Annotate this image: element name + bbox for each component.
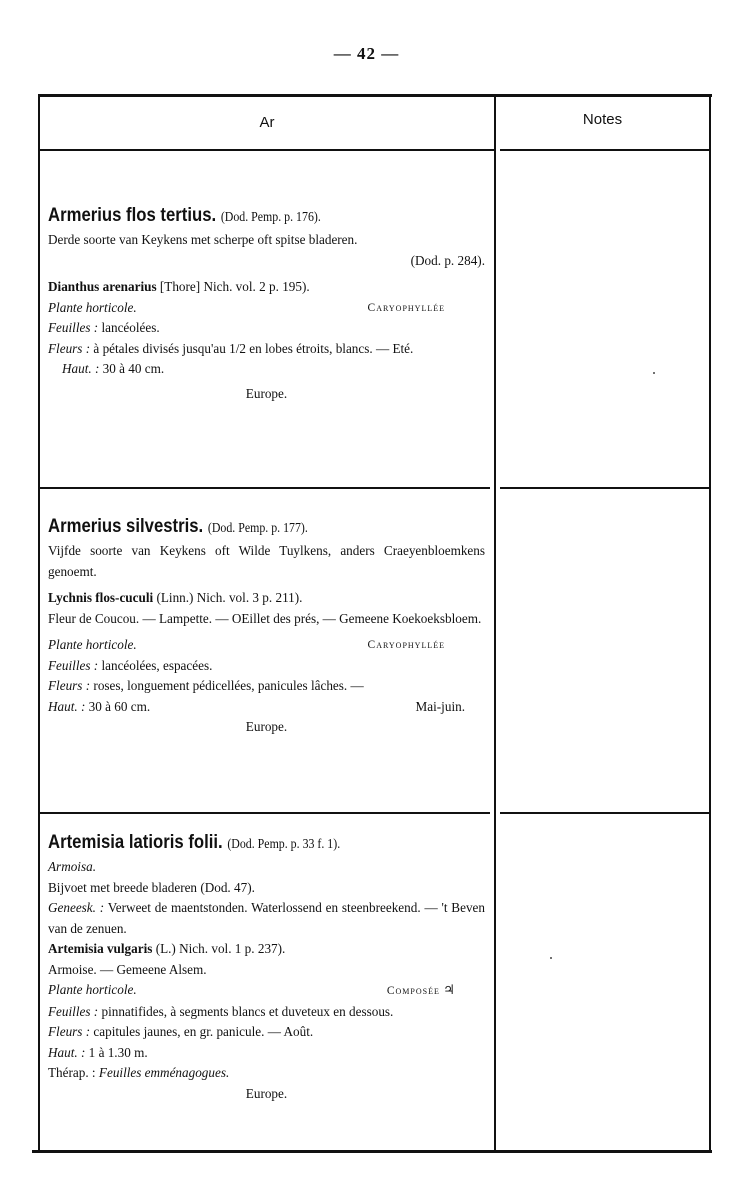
- plant-type: Plante horticole.: [48, 637, 137, 652]
- height-label: Haut. :: [48, 698, 86, 714]
- column-divider: [494, 95, 496, 1153]
- flemish-description: Vijfde soorte van Keykens oft Wilde Tuylkens, anders Craeyenbloemkens genoemt.: [48, 543, 485, 579]
- height-season-row: [48, 697, 485, 718]
- synonym-name: Artemisia vulgaris: [48, 941, 153, 956]
- region: Europe.: [245, 719, 288, 734]
- flemish-reference: (Dod. p. 284).: [410, 252, 485, 268]
- header-rule-right: [500, 149, 709, 151]
- entry-title: Armerius silvestris.: [48, 516, 204, 537]
- season: Mai-juin.: [415, 698, 465, 714]
- entry-title: Artemisia latioris folii.: [48, 832, 223, 853]
- height-text: 1 à 1.30 m.: [85, 1044, 148, 1060]
- flowers-line: [48, 339, 485, 360]
- flowers-text: capitules jaunes, en gr. panicule. — Août.: [90, 1024, 314, 1039]
- leaves-label: Feuilles :: [48, 657, 99, 673]
- type-family-row: [48, 635, 485, 656]
- table-top-rule: [38, 94, 712, 97]
- entry-separator-left: [40, 487, 490, 489]
- medicinal-line: [48, 898, 485, 939]
- plant-family: Caryophyllée: [367, 301, 445, 314]
- entry-separator-right: [500, 812, 709, 814]
- therapeutic-label: Thérap. :: [48, 1065, 96, 1080]
- common-names: Fleur de Coucou. — Lampette. — OEillet des prés, — Gemeene Koekoeksbloem.: [48, 610, 482, 626]
- plant-entry: [48, 514, 485, 738]
- synonym-reference: [Thore] Nich. vol. 2 p. 195).: [156, 279, 310, 294]
- entry-separator-left: [40, 812, 490, 814]
- family-group: [387, 980, 455, 1002]
- height-label: Haut. :: [48, 1044, 86, 1060]
- height-label: Haut. :: [62, 361, 100, 376]
- entry-title-line: [48, 514, 433, 541]
- leaves-line: [48, 318, 485, 339]
- leaves-text: lancéolées, espacées.: [98, 657, 213, 673]
- flemish-description: Bijvoet met breede bladeren (Dod. 47).: [48, 879, 255, 895]
- leaves-line: [48, 656, 485, 677]
- synonym-reference: (Linn.) Nich. vol. 3 p. 211).: [153, 590, 303, 605]
- synonym-reference: (L.) Nich. vol. 1 p. 237).: [152, 941, 286, 956]
- type-family-row: [48, 980, 485, 1002]
- perennial-symbol: ♃: [443, 982, 455, 997]
- medicinal-text: Verweet de maentstonden. Waterlossend en steenbreekend. — 't Beven van de zenuen.: [48, 900, 485, 936]
- entry-separator-right: [500, 487, 709, 489]
- medicinal-label: Geneesk. :: [48, 900, 105, 915]
- table-bottom-rule: [32, 1150, 712, 1153]
- synonym-name: Lychnis flos-cuculi: [48, 590, 154, 605]
- plant-entry: [48, 830, 485, 1104]
- flemish-description: Derde soorte van Keykens met scherpe oft spitse bladeren.: [48, 232, 358, 247]
- synonym-name: Dianthus arenarius: [48, 279, 157, 294]
- column-header-right: Notes: [582, 111, 623, 128]
- entry-reference: (Dod. Pemp. p. 33 f. 1).: [227, 836, 341, 851]
- height-line: [48, 697, 150, 718]
- region: Europe.: [245, 1085, 288, 1101]
- height-text: 30 à 60 cm.: [85, 698, 151, 714]
- leaves-label: Feuilles :: [48, 1003, 99, 1019]
- plant-type: Plante horticole.: [48, 299, 137, 315]
- plant-family: Caryophyllée: [367, 639, 445, 651]
- synonym-line: [48, 277, 485, 298]
- leaves-text: pinnatifides, à segments blancs et duveteux en dessous.: [98, 1003, 394, 1019]
- height-line: [48, 359, 485, 380]
- leaves-text: lancéolées.: [98, 320, 160, 335]
- entry-title-line: [48, 203, 433, 230]
- synonym-line: [48, 939, 485, 960]
- table-right-border: [709, 95, 711, 1153]
- therapeutic-line: [48, 1063, 485, 1084]
- synonym-line: [48, 588, 485, 609]
- flowers-text: roses, longuement pédicellées, panicules lâches. —: [90, 678, 364, 693]
- height-line: [48, 1043, 485, 1064]
- leaves-line: [48, 1002, 485, 1023]
- notes-speck: [653, 372, 655, 374]
- entry-reference: (Dod. Pemp. p. 177).: [207, 520, 308, 535]
- flowers-label: Fleurs :: [48, 678, 91, 693]
- plant-entry: [48, 203, 485, 404]
- plant-type: Plante horticole.: [48, 982, 137, 997]
- therapeutic-text: Feuilles emménagogues.: [98, 1065, 230, 1080]
- flowers-label: Fleurs :: [48, 1024, 91, 1039]
- flowers-line: [48, 1022, 485, 1043]
- region: Europe.: [245, 385, 288, 401]
- entry-title: Armerius flos tertius.: [48, 205, 217, 226]
- entry-title-line: [48, 830, 433, 857]
- type-family-row: [48, 298, 485, 319]
- entry-reference: (Dod. Pemp. p. 176).: [220, 209, 321, 224]
- flowers-text: à pétales divisés jusqu'au 1/2 en lobes étroits, blancs. — Eté.: [90, 340, 414, 356]
- leaves-label: Feuilles :: [48, 320, 99, 335]
- height-text: 30 à 40 cm.: [99, 361, 165, 376]
- page-number: — 42 —: [333, 44, 400, 63]
- header-rule-left: [40, 149, 494, 151]
- plant-family: Composée: [386, 985, 440, 997]
- notes-speck: [550, 957, 552, 959]
- common-names: Armoise. — Gemeene Alsem.: [48, 961, 207, 977]
- flowers-label: Fleurs :: [48, 340, 91, 356]
- column-header-left: Ar: [259, 114, 275, 131]
- table-left-border: [38, 95, 40, 1153]
- flowers-line: [48, 676, 485, 697]
- alternate-name-text: Armoisa.: [48, 859, 96, 874]
- alternate-name: [48, 857, 485, 878]
